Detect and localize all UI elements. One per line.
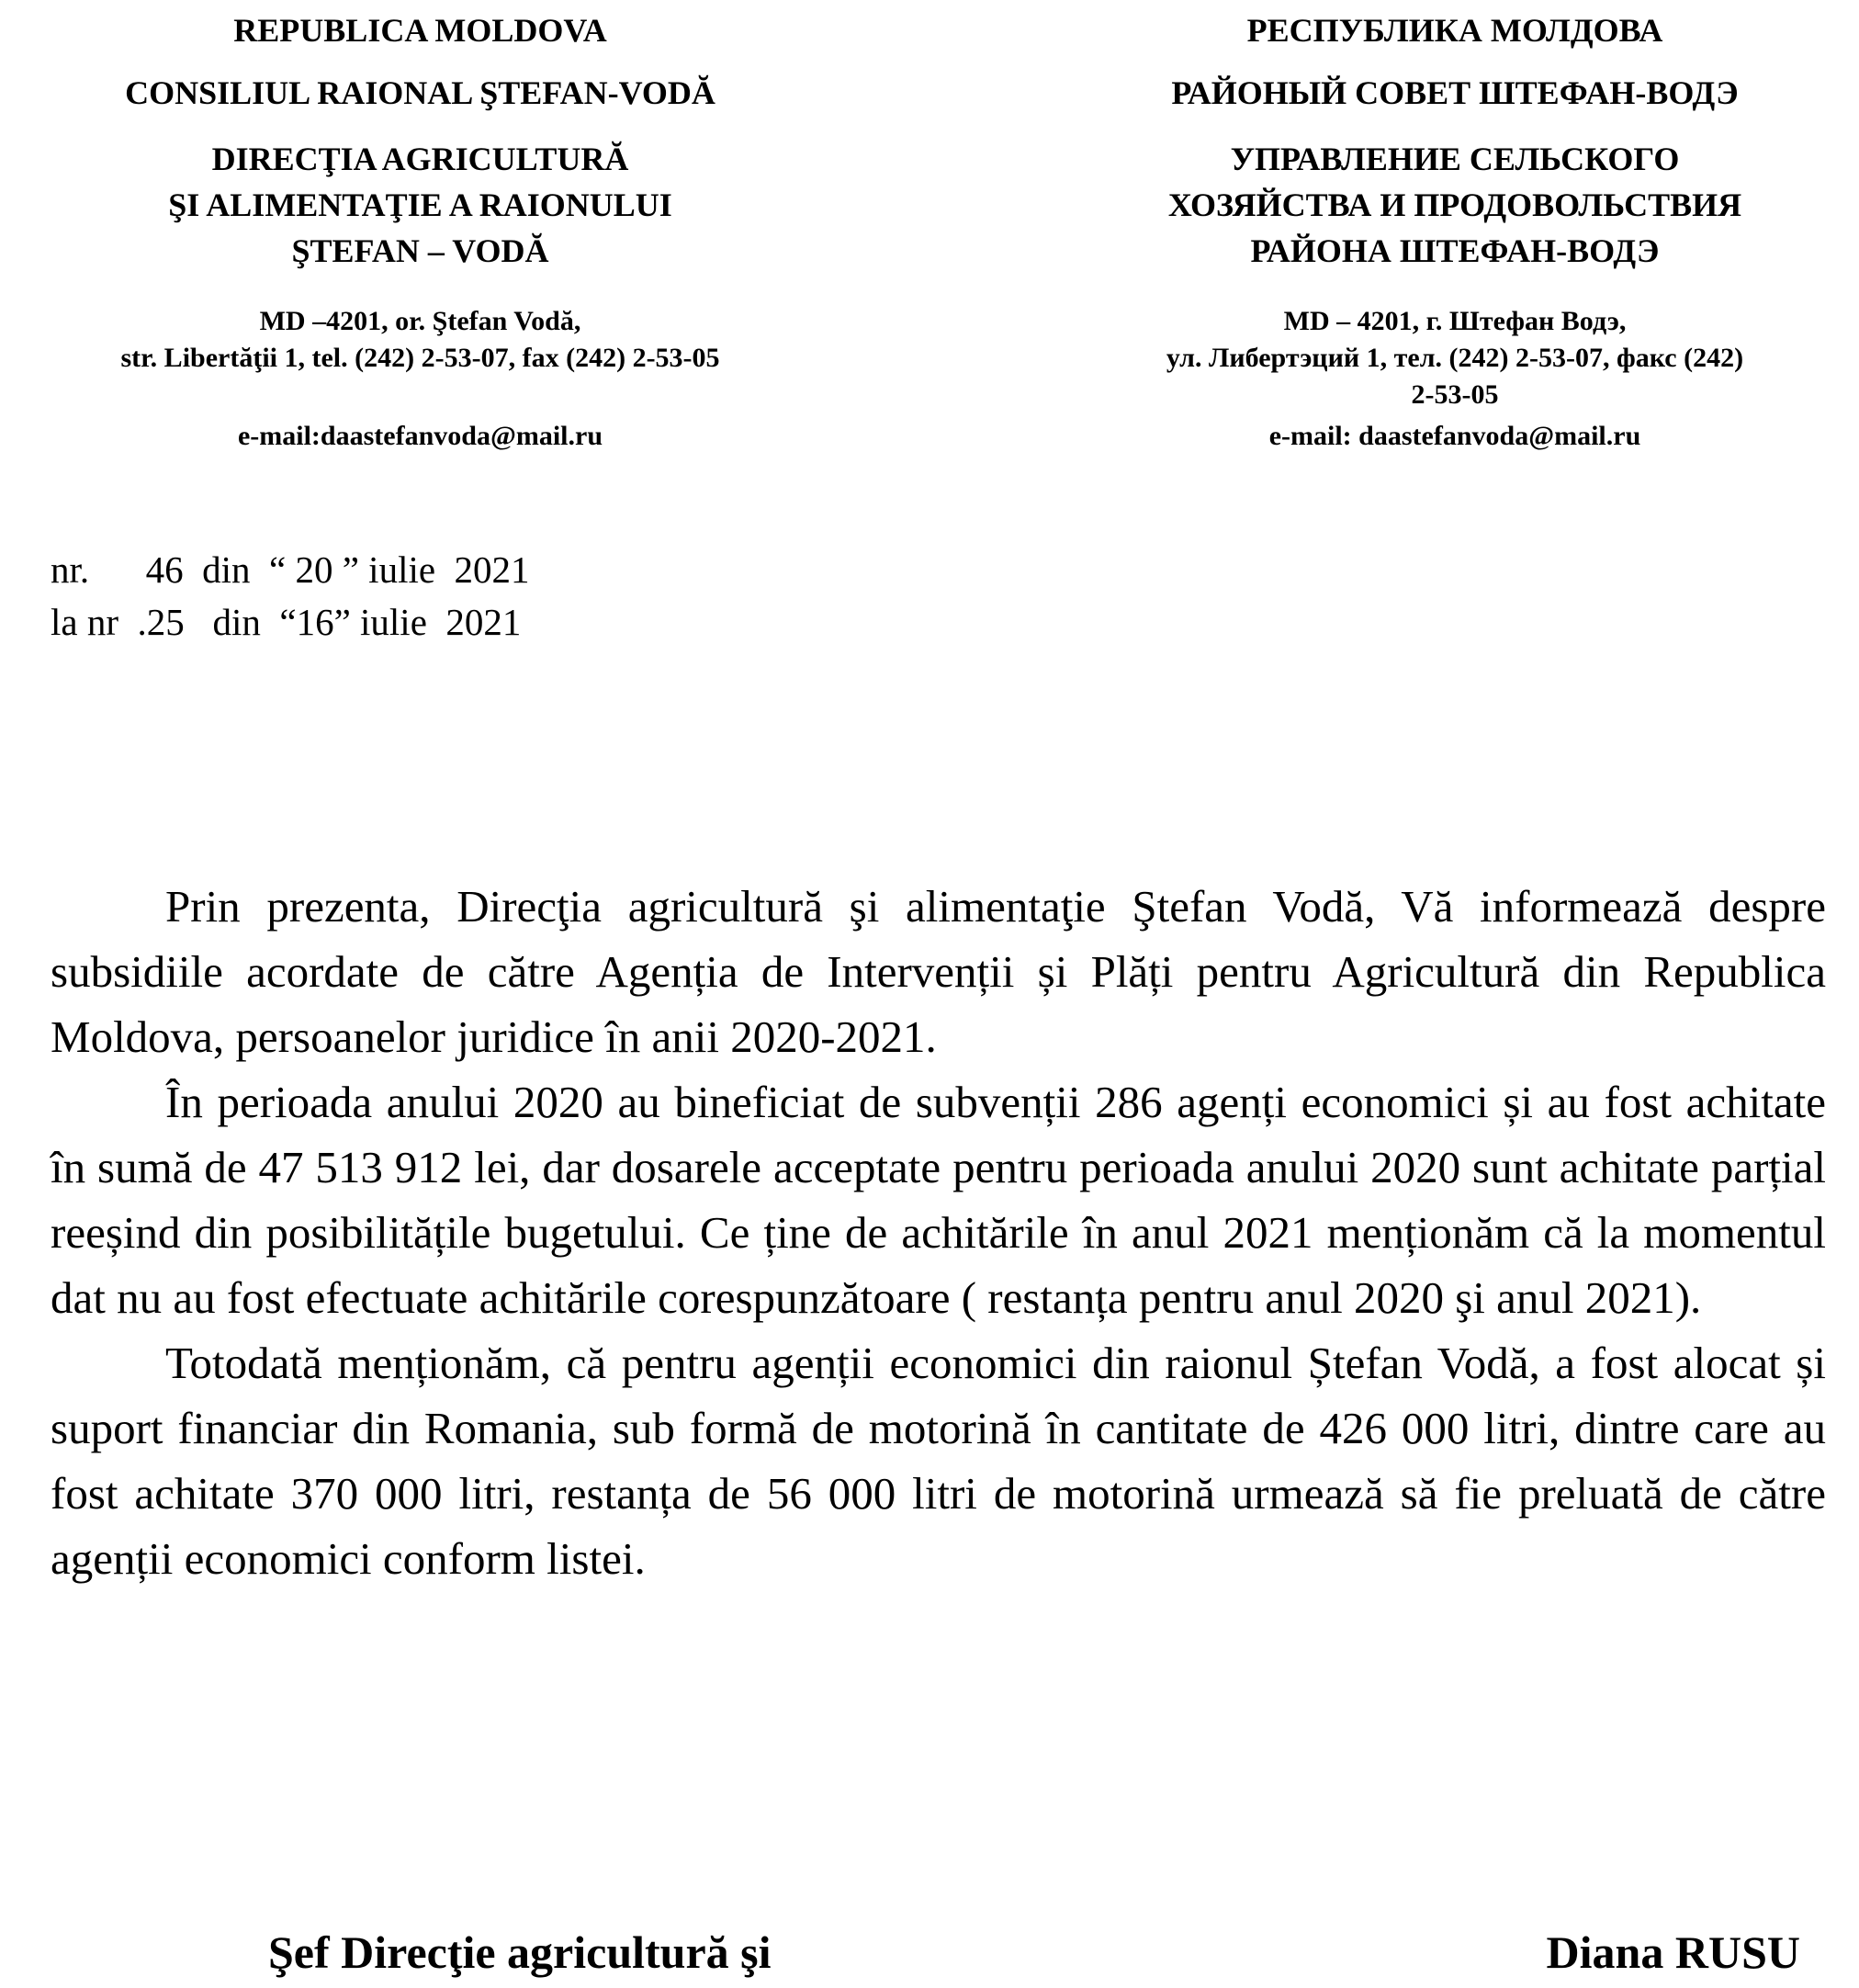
address-line: MD –4201, or. Ştefan Vodă,: [259, 306, 581, 336]
letterhead: [0, 0, 1859, 452]
org-name-line: REPUBLICA MOLDOVA: [233, 12, 607, 49]
org-name-line: УПРАВЛЕНИЕ СЕЛЬСКОГО: [1230, 141, 1680, 177]
email-line: e-mail: daastefanvoda@mail.ru: [1268, 421, 1641, 451]
address-line: ул. Либертэций 1, тел. (242) 2-53-07, факс (242): [1166, 343, 1744, 373]
reference-reply-line: la nr .25 din “16” iulie 2021: [51, 601, 522, 643]
org-name-line: ŞI ALIMENTAŢIE A RAIONULUI: [168, 186, 672, 223]
signature-name: Diana RUSU: [1546, 1926, 1800, 1978]
org-name-line: CONSILIUL RAIONAL ŞTEFAN-VODĂ: [125, 74, 715, 111]
org-name-line: РАЙОНА ШТЕФАН-ВОДЭ: [1250, 232, 1660, 269]
org-name-line: DIRECŢIA AGRICULTURĂ: [211, 141, 629, 177]
org-name-line: РЕСПУБЛИКА МОЛДОВА: [1246, 12, 1663, 49]
org-name-line: ХОЗЯЙСТВА И ПРОДОВОЛЬСТВИЯ: [1167, 186, 1742, 223]
body-paragraph: Prin prezenta, Direcţia agricultură şi alimentaţie Ştefan Vodă, Vă informează despre subsidiile acordate de către Agenția de Intervenții și Plăți pentru Agricultură din Republica Moldova, persoanelor juridice în anii 2020-2021.: [51, 881, 1826, 1062]
email-line: e-mail:daastefanvoda@mail.ru: [237, 421, 603, 451]
body-paragraph: Totodată menționăm, că pentru agenții economici din raionul Ștefan Vodă, a fost alocat și suport financiar din Romania, sub formă de motorină în cantitate de 426 000 litri, dintre care au fost achitate 370 000 litri, restanța de 56 000 litri de motorină urmează să fie preluată de către agenții economici conform listei.: [51, 1338, 1826, 1584]
signature-title: Şef Direcţie agricultură şi: [268, 1926, 772, 1978]
address-line: str. Libertăţii 1, tel. (242) 2-53-07, fax (242) 2-53-05: [120, 343, 720, 373]
signature-row: [0, 1926, 1859, 1979]
letterhead-right-russian: [1051, 11, 1859, 452]
org-name-line: ŞTEFAN – VODĂ: [291, 232, 549, 269]
reference-number-line: nr. 46 din “ 20 ” iulie 2021: [51, 548, 530, 591]
org-name-line: РАЙОНЫЙ СОВЕТ ШТЕФАН-ВОДЭ: [1171, 74, 1739, 111]
body-paragraph: În perioada anului 2020 au bineficiat de subvenții 286 agenți economici și au fost achitate în sumă de 47 513 912 lei, dar dosarele acceptate pentru perioada anului 2020 sunt achitate parțial reeșind din posibilitățile bugetului. Ce ține de achitările în anul 2021 menționăm că la momentul dat nu au fost efectuate achitările corespunzătoare ( restanța pentru anul 2020 şi anul 2021).: [51, 1077, 1826, 1323]
address-block: [0, 303, 840, 421]
address-line: MD – 4201, г. Штефан Водэ,: [1283, 306, 1627, 336]
address-line: 2-53-05: [1411, 379, 1499, 410]
letterhead-left-romanian: [0, 11, 840, 452]
reference-block: [51, 544, 1859, 649]
address-block: [1051, 303, 1859, 421]
letter-body: [51, 874, 1826, 1591]
